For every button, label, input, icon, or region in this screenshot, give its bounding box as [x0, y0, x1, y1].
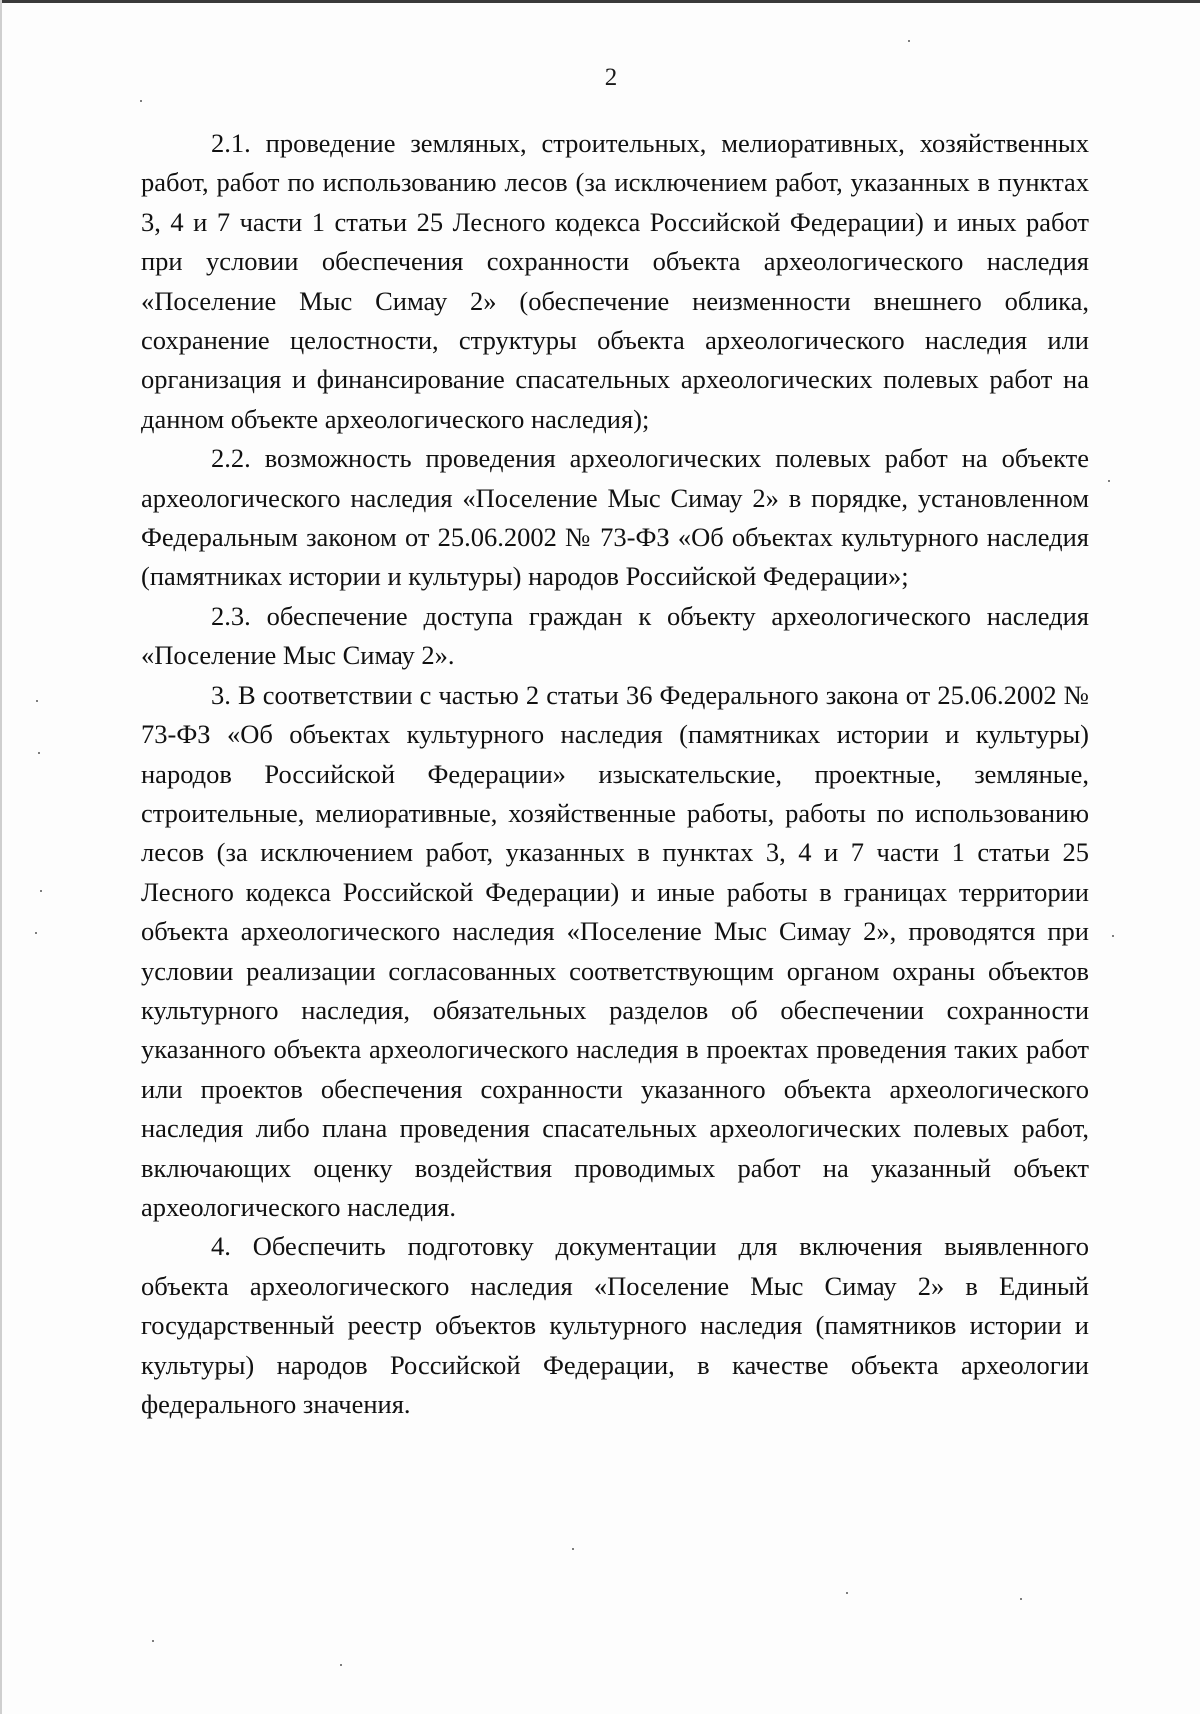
- paragraph-3: 3. В соответствии с частью 2 статьи 36 Федерального закона от 25.06.2002 № 73-ФЗ «Об объектах культурного наследия (памятниках истории и культуры) народов Российской Федерации» изыскательские, проектные, земляные, строительные, мелиоративные, хозяйственные работы, работы по использованию лесов (за исключением работ, указанных в пунктах 3, 4 и 7 части 1 статьи 25 Лесного кодекса Российской Федерации) и иные работы в границах территории объекта археологического наследия «Поселение Мыс Симау 2», проводятся при условии реализации согласованных соответствующим органом охраны объектов культурного наследия, обязательных разделов об обеспечении сохранности указанного объекта археологического наследия в проектах проведения таких работ или проектов обеспечения сохранности указанного объекта археологического наследия либо плана проведения спасательных археологических полевых работ, включающих оценку воздействия проводимых работ на указанный объект археологического наследия.: [141, 679, 1089, 1222]
- scan-speck: [846, 1592, 848, 1594]
- scan-speck: [572, 1548, 574, 1550]
- scan-speck: [1112, 935, 1114, 937]
- scan-speck: [1108, 480, 1110, 482]
- scan-left-edge: [0, 0, 2, 1714]
- scan-speck: [36, 700, 38, 702]
- scan-top-edge: [0, 0, 1200, 3]
- scan-speck: [908, 40, 910, 42]
- scan-speck: [38, 752, 40, 754]
- paragraph-2-3: 2.3. обеспечение доступа граждан к объекту археологического наследия «Поселение Мыс Симау 2».: [141, 600, 1089, 671]
- scan-speck: [340, 1664, 342, 1666]
- paragraph-2-2: 2.2. возможность проведения археологических полевых работ на объекте археологического наследия «Поселение Мыс Симау 2» в порядке, установленном Федеральным законом от 25.06.2002 № 73-ФЗ «Об объектах культурного наследия (памятниках истории и культуры) народов Российской Федерации»;: [141, 443, 1089, 592]
- scan-speck: [35, 932, 37, 934]
- scan-speck: [140, 100, 142, 102]
- page-number: 2: [604, 64, 618, 91]
- scan-speck: [152, 1640, 154, 1642]
- paragraph-2-1: 2.1. проведение земляных, строительных, мелиоративных, хозяйственных работ, работ по использованию лесов (за исключением работ, указанных в пунктах 3, 4 и 7 части 1 статьи 25 Лесного кодекса Российской Федерации) и иных работ при условии обеспечения сохранности объекта археологического наследия «Поселение Мыс Симау 2» (обеспечение неизменности внешнего облика, сохранение целостности, структуры объекта археологического наследия или организация и финансирование спасательных археологических полевых работ на данном объекте археологического наследия);: [141, 128, 1089, 434]
- scan-speck: [1020, 1598, 1022, 1600]
- document-body: [141, 124, 1089, 1424]
- scan-speck: [40, 890, 42, 892]
- paragraph-4: 4. Обеспечить подготовку документации для включения выявленного объекта археологического наследия «Поселение Мыс Симау 2» в Единый государственный реестр объектов культурного наследия (памятников истории и культуры) народов Российской Федерации, в качестве объекта археологии федерального значения.: [141, 1231, 1089, 1419]
